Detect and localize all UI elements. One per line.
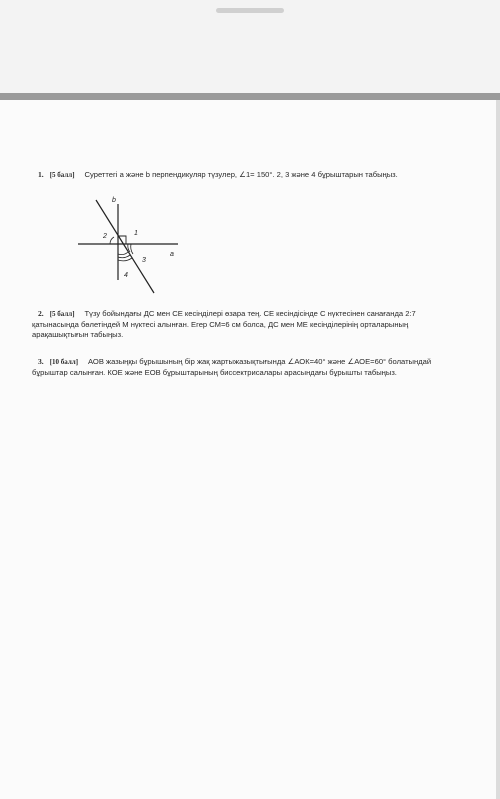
angle-4-arc-3: [118, 258, 132, 261]
label-angle-2: 2: [103, 233, 107, 240]
problem-1-text: Суреттегі a және b перпендикуляр түзулер, ∠1= 150°. 2, 3 және 4 бұрыштарын табыңыз.: [84, 170, 398, 179]
angle-2-arc: [110, 237, 114, 244]
angle-3-arc-outer: [131, 244, 133, 254]
problem-3: [32, 357, 442, 378]
problem-3-text: АОВ жазыңқы бұрышының бір жақ жартыжазықтығында ∠АОК=40° және ∠АОЕ=60° болатындай бұрыштар салынған. КОЕ және ЕОВ бұрыштарының биссектрисалары арасындағы бұрышты табыңыз.: [32, 357, 432, 377]
label-angle-4: 4: [124, 272, 128, 279]
label-a: a: [170, 251, 174, 258]
angle-4-arc-2: [118, 255, 130, 258]
problem-1: [32, 170, 442, 181]
page-shadow-edge: [496, 100, 500, 799]
problem-2: [32, 309, 442, 341]
problem-3-points: [10 балл]: [49, 358, 79, 366]
browser-top-area: [0, 0, 500, 93]
divider: [0, 93, 500, 100]
figure-svg: [78, 192, 188, 302]
label-angle-3: 3: [142, 257, 146, 264]
angle-4-arc-1: [118, 252, 128, 255]
perpendicular-lines-figure: [78, 192, 188, 307]
scroll-indicator: [216, 8, 284, 13]
problem-1-number: 1.: [38, 170, 44, 179]
label-angle-1: 1: [134, 230, 138, 237]
problem-2-points: [5 балл]: [49, 310, 75, 318]
problem-2-number: 2.: [38, 309, 44, 318]
label-b: b: [112, 197, 116, 204]
document-page: [0, 100, 496, 799]
problem-3-number: 3.: [38, 357, 44, 366]
transversal-line: [96, 200, 154, 293]
problem-1-points: [5 балл]: [49, 171, 75, 179]
problem-2-text: Түзу бойындағы ДС мен СЕ кесінділері өзара тең. СЕ кесіндісінде С нүктесінен санағанда 2:7 қатынасында бөлетіндей М нүктесі алынған. Егер СМ=6 см болса, ДС мен МЕ кесінділерінің орталарының арақашықтығын табыңыз.: [32, 309, 416, 339]
